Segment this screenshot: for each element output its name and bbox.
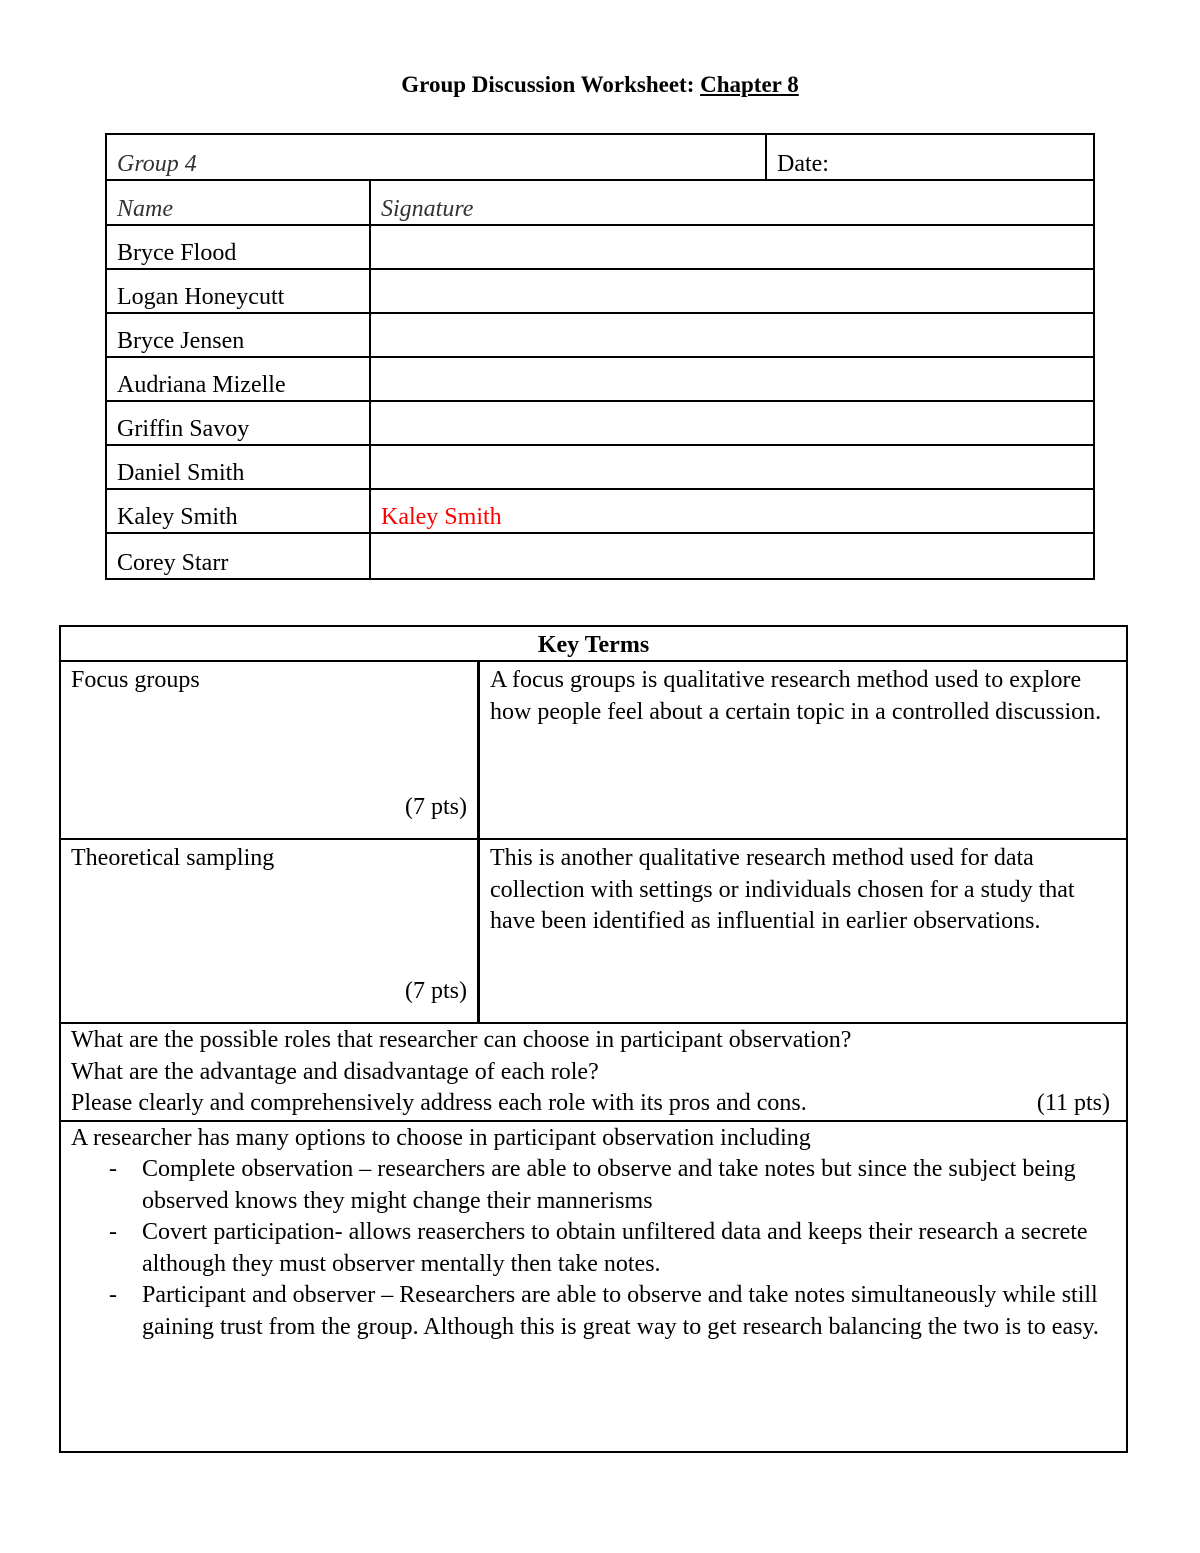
member-name-cell (107, 314, 371, 356)
bullet-dash: - (109, 1282, 117, 1308)
member-signature-cell[interactable] (371, 270, 1093, 312)
member-row (107, 490, 1093, 534)
bullet-text: Covert participation- allows reaserchers to obtain unfiltered data and keeps their research a secrete although they must observer mentally then take notes. (142, 1219, 1088, 1277)
bullet-dash: - (109, 1156, 117, 1182)
bullet-text: Complete observation – researchers are able to observe and take notes but since the subject being observed knows they might change their mannerisms (142, 1156, 1076, 1214)
definition-text: A focus groups is qualitative research method used to explore how people feel about a certain topic in a controlled discussion. (490, 667, 1102, 725)
member-signature-cell[interactable] (371, 358, 1093, 400)
term-points: (7 pts) (405, 793, 467, 820)
member-signature: Kaley Smith (381, 504, 502, 530)
member-name: Corey Starr (117, 550, 229, 576)
question-line: What are the possible roles that researcher can choose in participant observation? (71, 1027, 852, 1053)
date-label: Date: (777, 151, 829, 177)
member-row (107, 226, 1093, 270)
member-name: Kaley Smith (117, 504, 238, 530)
member-name: Bryce Jensen (117, 328, 245, 354)
term-cell (61, 662, 480, 838)
member-name-cell (107, 358, 371, 400)
column-header-row (107, 181, 1093, 226)
group-label: Group 4 (117, 151, 197, 177)
term-row (61, 840, 1126, 1024)
question-line: What are the advantage and disadvantage of each role? (71, 1058, 599, 1085)
definition-text: This is another qualitative research method used for data collection with settings or individuals chosen for a study that have been identified as influential in earlier observations. (490, 845, 1075, 934)
group-header-row (107, 135, 1093, 181)
signature-header: Signature (381, 196, 474, 222)
member-signature-cell[interactable] (371, 402, 1093, 444)
definition-cell[interactable] (480, 840, 1126, 1022)
member-signature-cell[interactable] (371, 534, 1093, 578)
question-line: Please clearly and comprehensively address each role with its pros and cons. (71, 1090, 807, 1116)
signature-header-cell (371, 181, 1093, 224)
member-signature-cell[interactable] (371, 446, 1093, 488)
member-name-cell (107, 490, 371, 532)
term-cell (61, 840, 480, 1022)
member-row (107, 270, 1093, 314)
member-name: Griffin Savoy (117, 416, 250, 442)
member-row (107, 446, 1093, 490)
member-rows (107, 226, 1093, 578)
member-name-cell (107, 270, 371, 312)
member-name-cell (107, 446, 371, 488)
name-header: Name (117, 196, 173, 222)
answer-bullet (71, 1280, 1116, 1343)
answer-intro: A researcher has many options to choose in participant observation including (71, 1124, 811, 1151)
answer-bullet-list (71, 1154, 1116, 1343)
date-cell[interactable] (767, 135, 1093, 179)
member-row (107, 314, 1093, 358)
answer-bullet (71, 1217, 1116, 1280)
member-name: Logan Honeycutt (117, 284, 285, 310)
term-points: (7 pts) (405, 977, 467, 1004)
member-name: Bryce Flood (117, 240, 237, 266)
term-row (61, 662, 1126, 840)
group-label-cell (107, 135, 767, 179)
member-signature-cell[interactable] (371, 226, 1093, 268)
bullet-dash: - (109, 1219, 117, 1245)
page-title (0, 72, 1200, 98)
question-cell (61, 1024, 1126, 1122)
member-row (107, 358, 1093, 402)
question-points: (11 pts) (1036, 1090, 1110, 1116)
member-name: Audriana Mizelle (117, 372, 286, 398)
member-name-cell (107, 534, 371, 578)
member-row (107, 534, 1093, 578)
title-prefix: Group Discussion Worksheet: (401, 72, 701, 97)
group-signature-table (105, 133, 1095, 580)
member-name-cell (107, 226, 371, 268)
term-label: Theoretical sampling (71, 845, 275, 871)
member-row (107, 402, 1093, 446)
title-chapter: Chapter 8 (700, 72, 799, 97)
term-label: Focus groups (71, 667, 200, 693)
member-name: Daniel Smith (117, 460, 245, 486)
name-header-cell (107, 181, 371, 224)
member-signature-cell[interactable] (371, 490, 1093, 532)
answer-bullet (71, 1154, 1116, 1217)
member-signature-cell[interactable] (371, 314, 1093, 356)
bullet-text: Participant and observer – Researchers are able to observe and take notes simultaneously while still gaining trust from the group. Although this is great way to get research balancing the two is to easy. (142, 1282, 1099, 1340)
member-name-cell (107, 402, 371, 444)
definition-cell[interactable] (480, 662, 1126, 838)
key-terms-table (59, 625, 1128, 1453)
key-terms-header: Key Terms (61, 627, 1126, 662)
answer-cell[interactable] (61, 1122, 1126, 1345)
